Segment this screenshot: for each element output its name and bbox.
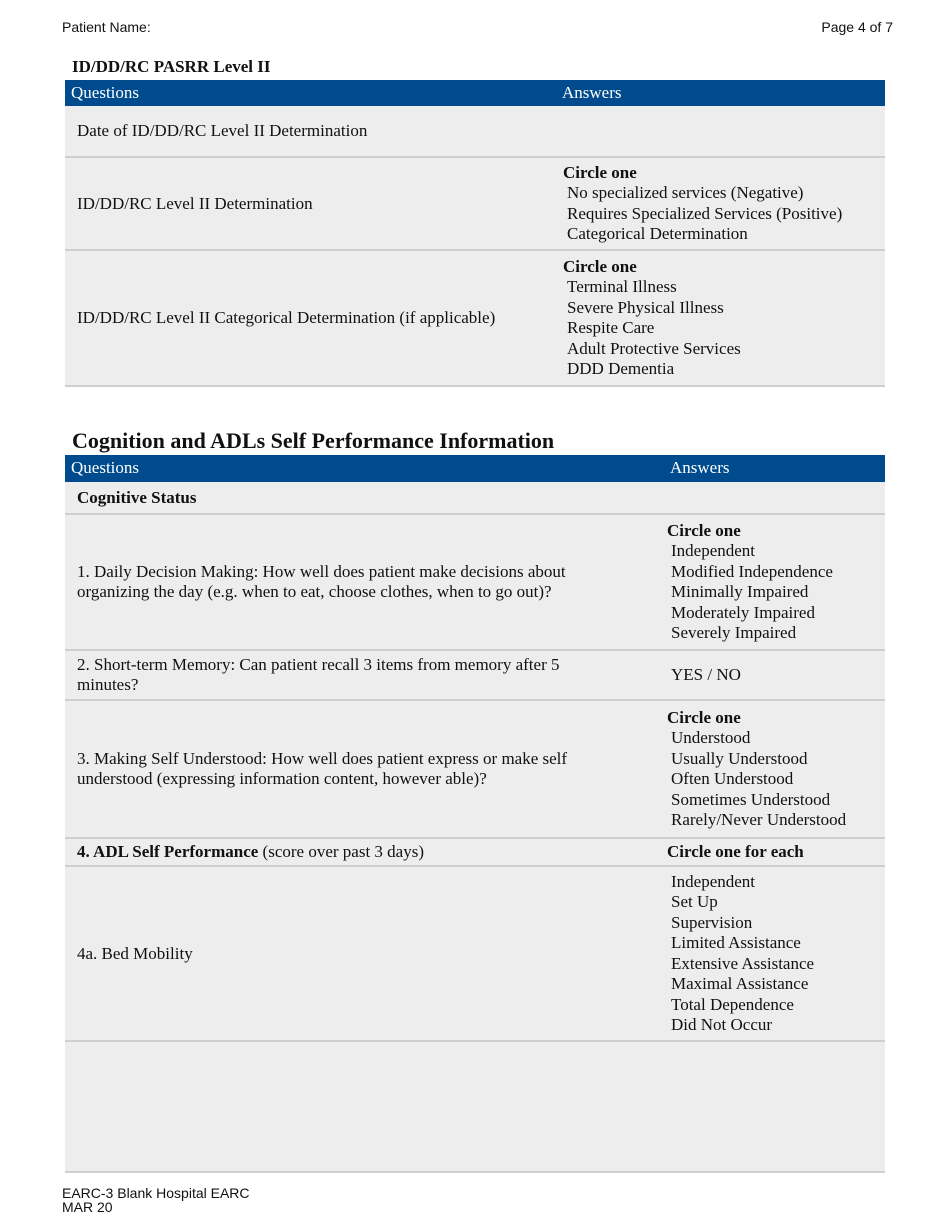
answer-options (667, 651, 741, 699)
option[interactable]: Extensive Assistance (671, 953, 815, 973)
table-header (65, 455, 885, 482)
question: ID/DD/RC Level II Determination (77, 193, 313, 213)
instruction: Circle one (667, 520, 741, 540)
option[interactable]: Adult Protective Services (567, 338, 741, 358)
option[interactable]: Total Dependence (671, 994, 794, 1014)
instruction: Circle one (563, 162, 637, 182)
table-row (65, 515, 885, 651)
form-id: EARC-3 Blank Hospital EARC (62, 1185, 250, 1201)
footer (62, 1186, 250, 1214)
table-row (65, 158, 885, 251)
option[interactable]: Sometimes Understood (671, 789, 831, 809)
questions-header: Questions (71, 458, 139, 477)
adl-heading (77, 839, 424, 865)
answer-options (563, 158, 842, 249)
option[interactable]: Moderately Impaired (671, 602, 815, 622)
adl-instruction (667, 839, 804, 865)
table-row (65, 867, 885, 1042)
adl-title: 4. ADL Self Performance (77, 842, 259, 861)
option[interactable]: Often Understood (671, 769, 794, 788)
option[interactable]: Set Up (671, 892, 718, 911)
option[interactable]: Severely Impaired (671, 623, 797, 642)
question: ID/DD/RC Level II Categorical Determination (if applicable) (77, 308, 496, 327)
table-row (65, 106, 885, 158)
option[interactable]: Categorical Determination (567, 224, 748, 243)
table-row (65, 651, 885, 701)
patient-name-label: Patient Name: (62, 19, 151, 35)
option[interactable]: DDD Dementia (567, 359, 675, 378)
table-row (65, 251, 885, 387)
table-row (65, 701, 885, 839)
option[interactable]: Independent (671, 541, 756, 560)
yes-no-option[interactable]: YES / NO (671, 664, 741, 684)
table-row (65, 482, 885, 515)
option[interactable]: Limited Assistance (671, 933, 801, 952)
option[interactable]: Supervision (671, 912, 753, 932)
question: 2. Short-term Memory: Can patient recall 3 items from memory after 5 minutes? (77, 655, 560, 694)
option[interactable]: Terminal Illness (567, 277, 677, 296)
option[interactable]: Minimally Impaired (671, 582, 809, 601)
cognitive-status-heading: Cognitive Status (77, 487, 197, 507)
option[interactable]: Usually Understood (671, 748, 808, 768)
table-header (65, 80, 885, 106)
question: 1. Daily Decision Making: How well does patient make decisions about organizing the day (e.g. when to eat, choose clothes, when to go out)? (77, 562, 566, 601)
answer-options (667, 867, 814, 1040)
table-row (65, 839, 885, 867)
option[interactable]: Requires Specialized Services (Positive) (567, 203, 843, 223)
option[interactable]: Respite Care (567, 318, 655, 337)
option[interactable]: Understood (671, 728, 751, 747)
questions-header: Questions (71, 83, 139, 102)
instruction: Circle one (563, 256, 637, 276)
section-title: ID/DD/RC PASRR Level II (72, 57, 271, 76)
adl-subtitle: (score over past 3 days) (258, 842, 424, 861)
option[interactable]: Independent (671, 871, 756, 891)
form-date: MAR 20 (62, 1199, 113, 1215)
question: 4a. Bed Mobility (77, 943, 193, 963)
instruction: Circle one (667, 707, 741, 727)
answer-options (667, 701, 846, 837)
instruction: Circle one for each (667, 841, 804, 861)
page-number: Page 4 of 7 (821, 19, 893, 35)
answer-options (667, 515, 833, 649)
option[interactable]: Maximal Assistance (671, 974, 809, 993)
option[interactable]: Severe Physical Illness (567, 297, 724, 317)
option[interactable]: Did Not Occur (671, 1015, 773, 1034)
option[interactable]: No specialized services (Negative) (567, 183, 804, 202)
answers-header: Answers (670, 458, 730, 477)
answers-header: Answers (562, 83, 622, 102)
question: 3. Making Self Understood: How well does patient express or make self understood (expressing information content, however able)? (77, 749, 568, 788)
option[interactable]: Rarely/Never Understood (671, 810, 847, 829)
question: Date of ID/DD/RC Level II Determination (77, 121, 368, 140)
answer-options (563, 251, 741, 385)
option[interactable]: Modified Independence (671, 561, 833, 581)
empty-table-row (65, 1042, 885, 1173)
section-title: Cognition and ADLs Self Performance Information (72, 428, 555, 453)
